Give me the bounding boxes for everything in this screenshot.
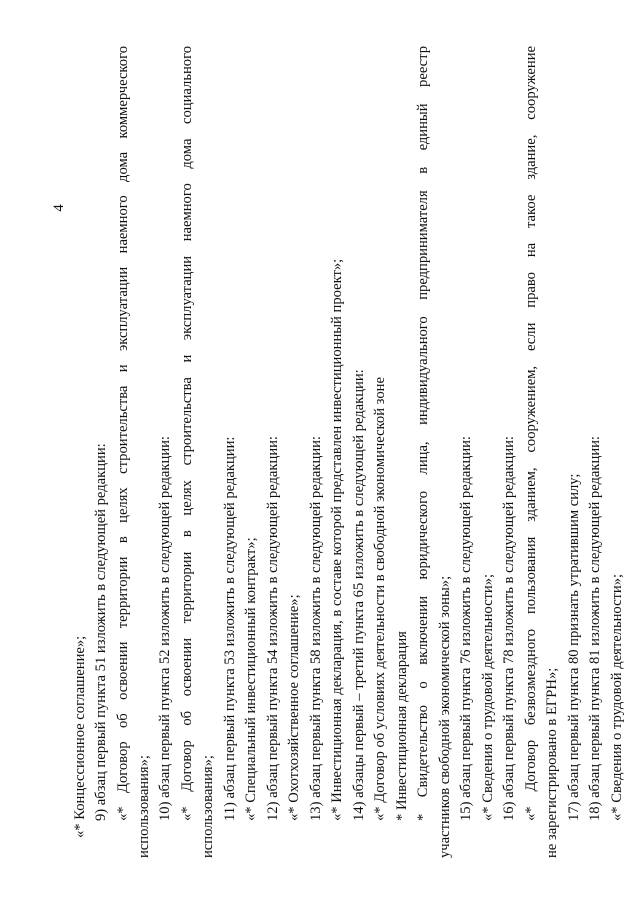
text-line: использования»;: [200, 755, 216, 858]
text-line: «* Охотхозяйственное соглашение»;: [286, 594, 302, 821]
text-line: «* Сведения о трудовой деятельности»;: [480, 573, 496, 821]
text-line: «* Договор об условиях деятельности в свободной экономической зоне: [372, 377, 388, 821]
text-line: участников свободной экономической зоны»;: [437, 575, 453, 858]
text-line: «* Договор об освоении территории в целях строительства и эксплуатации наемного дома социального: [179, 46, 195, 821]
text-line: не зарегистрировано в ЕГРН»;: [544, 667, 560, 858]
text-line: * Свидетельство о включении юридического лица, индивидуального предпринимателя в единый реестр: [415, 46, 431, 821]
text-line: 17) абзац первый пункта 80 признать утратившим силу;: [566, 473, 582, 821]
rotated-text-block: [51, 46, 625, 858]
text-line: использования»;: [136, 755, 152, 858]
text-line: 15) абзац первый пункта 76 изложить в следующей редакции:: [458, 436, 474, 821]
text-line: 16) абзац первый пункта 78 изложить в следующей редакции:: [501, 436, 517, 821]
text-line: 18) абзац первый пункта 81 изложить в следующей редакции:: [587, 436, 603, 821]
text-line: «* Инвестиционная декларация, в составе которой представлен инвестиционный проект»;: [329, 258, 345, 821]
text-line: «* Специальный инвестиционный контракт»;: [243, 537, 259, 821]
text-line: 9) абзац первый пункта 51 изложить в следующей редакции:: [93, 443, 109, 821]
text-line: 14) абзацы первый – третий пункта 65 изложить в следующей редакции:: [351, 369, 367, 821]
text-line: «* Концессионное соглашение»;: [72, 635, 88, 838]
text-line: «* Договор безвозмездного пользования зданием, сооружением, если право на такое здание, сооружение: [523, 46, 539, 821]
text-line: * Инвестиционная декларация: [394, 631, 410, 821]
text-line: 13) абзац первый пункта 58 изложить в следующей редакции:: [308, 436, 324, 821]
text-line: 10) абзац первый пункта 52 изложить в следующей редакции:: [157, 436, 173, 821]
page-number: 4: [51, 204, 67, 212]
text-line: 12) абзац первый пункта 54 изложить в следующей редакции:: [265, 436, 281, 821]
text-line: 11) абзац первый пункта 53 изложить в следующей редакции:: [222, 436, 238, 821]
text-line: «* Договор об освоении территории в целях строительства и эксплуатации наемного дома коммерческого: [115, 46, 131, 821]
text-line: «* Сведения о трудовой деятельности»;: [609, 573, 625, 821]
